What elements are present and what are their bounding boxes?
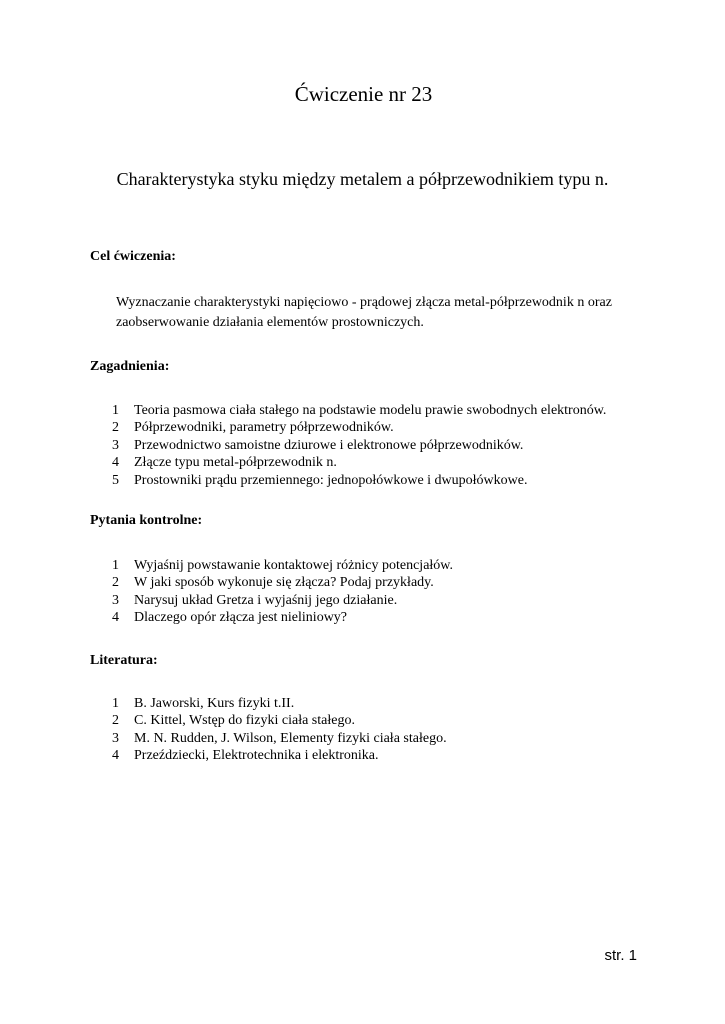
item-number: 2 <box>112 575 119 591</box>
item-text: Narysuj układ Gretza i wyjaśnij jego działanie. <box>134 592 398 608</box>
page-number: str. 1 <box>604 947 637 964</box>
item-number: 4 <box>112 748 119 764</box>
topics-list <box>112 402 606 489</box>
item-text: Przewodnictwo samoistne dziurowe i elektronowe półprzewodników. <box>134 437 524 453</box>
questions-heading: Pytania kontrolne: <box>90 513 203 528</box>
list-item <box>112 747 447 764</box>
item-text: C. Kittel, Wstęp do fizyki ciała stałego. <box>134 713 355 729</box>
goal-line: Wyznaczanie charakterystyki napięciowo - prądowej złącza metal-półprzewodnik n oraz <box>116 295 612 310</box>
item-number: 3 <box>112 437 119 453</box>
item-number: 3 <box>112 730 119 746</box>
item-text: Wyjaśnij powstawanie kontaktowej różnicy potencjałów. <box>134 558 453 573</box>
item-number: 1 <box>112 696 119 711</box>
list-item <box>112 419 606 436</box>
item-text: Półprzewodniki, parametry półprzewodników. <box>134 420 394 436</box>
list-item <box>112 730 447 747</box>
item-text: Prostowniki prądu przemiennego: jednopołówkowe i dwupołówkowe. <box>134 472 528 488</box>
page-title <box>0 82 725 107</box>
item-number: 4 <box>112 455 119 471</box>
list-item <box>112 592 453 609</box>
item-text: Złącze typu metal-półprzewodnik n. <box>134 455 337 471</box>
item-text: Teoria pasmowa ciała stałego na podstawie modelu prawie swobodnych elektronów. <box>134 403 607 418</box>
questions-list <box>112 557 453 627</box>
item-number: 5 <box>112 472 119 488</box>
item-text: W jaki sposób wykonuje się złącza? Podaj przykłady. <box>134 575 434 591</box>
list-item <box>112 402 606 419</box>
list-item <box>112 437 606 454</box>
item-number: 3 <box>112 592 119 608</box>
item-text: B. Jaworski, Kurs fizyki t.II. <box>134 696 295 711</box>
item-text: Przeździecki, Elektrotechnika i elektronika. <box>134 748 379 764</box>
item-number: 1 <box>112 558 119 573</box>
list-item <box>112 712 447 729</box>
list-item <box>112 557 453 574</box>
title-text: Ćwiczenie nr 23 <box>294 82 433 106</box>
list-item <box>112 609 453 626</box>
literature-heading: Literatura: <box>90 653 158 668</box>
page-subtitle: Charakterystyka styku między metalem a półprzewodnikiem typu n. <box>116 169 609 189</box>
topics-heading: Zagadnienia: <box>90 359 170 374</box>
goal-paragraph <box>116 293 656 333</box>
item-text: Dlaczego opór złącza jest nieliniowy? <box>134 610 348 626</box>
item-number: 1 <box>112 403 119 418</box>
goal-line: zaobserwowanie działania elementów prostowniczych. <box>116 315 424 330</box>
item-number: 2 <box>112 420 119 436</box>
list-item <box>112 574 453 591</box>
goal-heading: Cel ćwiczenia: <box>90 249 176 264</box>
list-item <box>112 695 447 712</box>
literature-list <box>112 695 447 765</box>
item-text: M. N. Rudden, J. Wilson, Elementy fizyki ciała stałego. <box>134 730 447 746</box>
list-item <box>112 454 606 471</box>
item-number: 2 <box>112 713 119 729</box>
list-item <box>112 472 606 489</box>
item-number: 4 <box>112 610 119 626</box>
